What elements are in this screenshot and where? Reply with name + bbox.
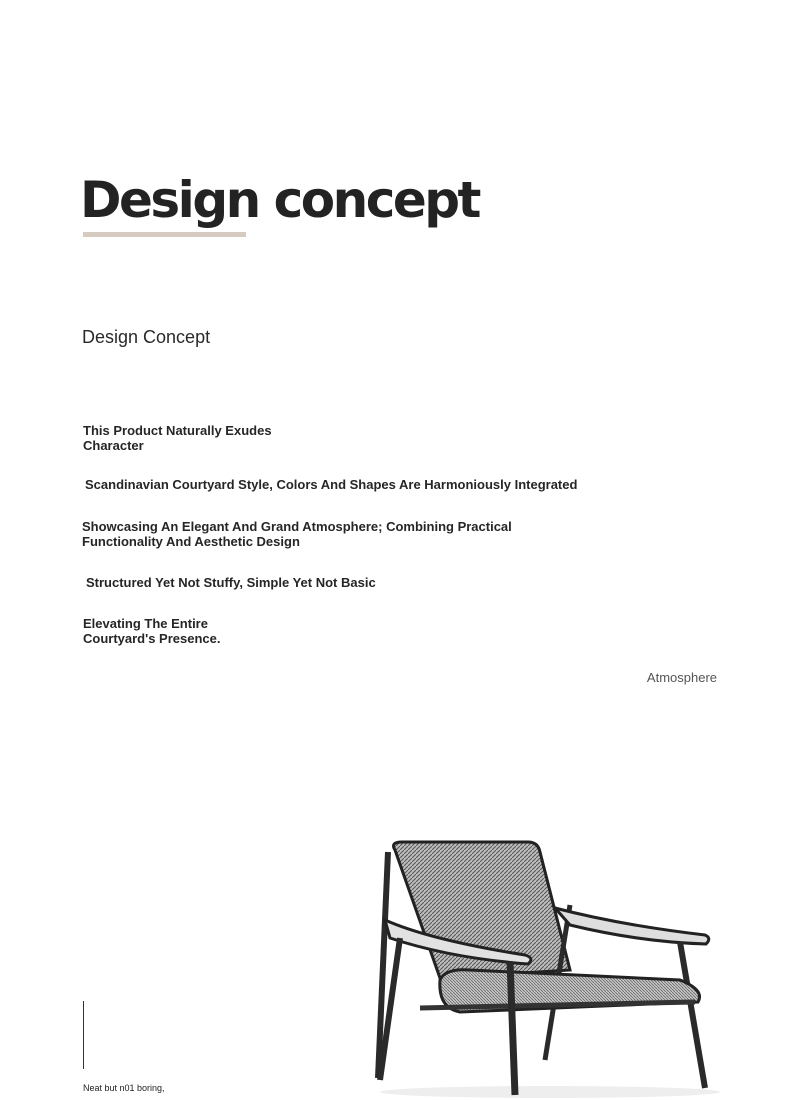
concept-line-5: Elevating The Entire Courtyard's Presence. bbox=[83, 616, 221, 646]
atmosphere-label: Atmosphere bbox=[646, 670, 717, 685]
concept-line-4: Structured Yet Not Stuffy, Simple Yet Not Basic bbox=[86, 575, 376, 590]
vertical-divider bbox=[83, 1001, 84, 1069]
concept-line-3: Showcasing An Elegant And Grand Atmosphere; Combining Practical Functionality And Aesthetic Design bbox=[82, 519, 512, 549]
title-underline bbox=[83, 232, 246, 237]
section-heading: Design Concept bbox=[82, 327, 211, 347]
footnote-text: Neat but n01 boring, bbox=[83, 1083, 165, 1093]
concept-line-2: Scandinavian Courtyard Style, Colors And Shapes Are Harmoniously Integrated bbox=[85, 477, 578, 492]
page-title: Design concept bbox=[80, 171, 479, 229]
chair-illustration-icon bbox=[360, 830, 730, 1100]
concept-line-1: This Product Naturally Exudes Character bbox=[83, 423, 272, 453]
